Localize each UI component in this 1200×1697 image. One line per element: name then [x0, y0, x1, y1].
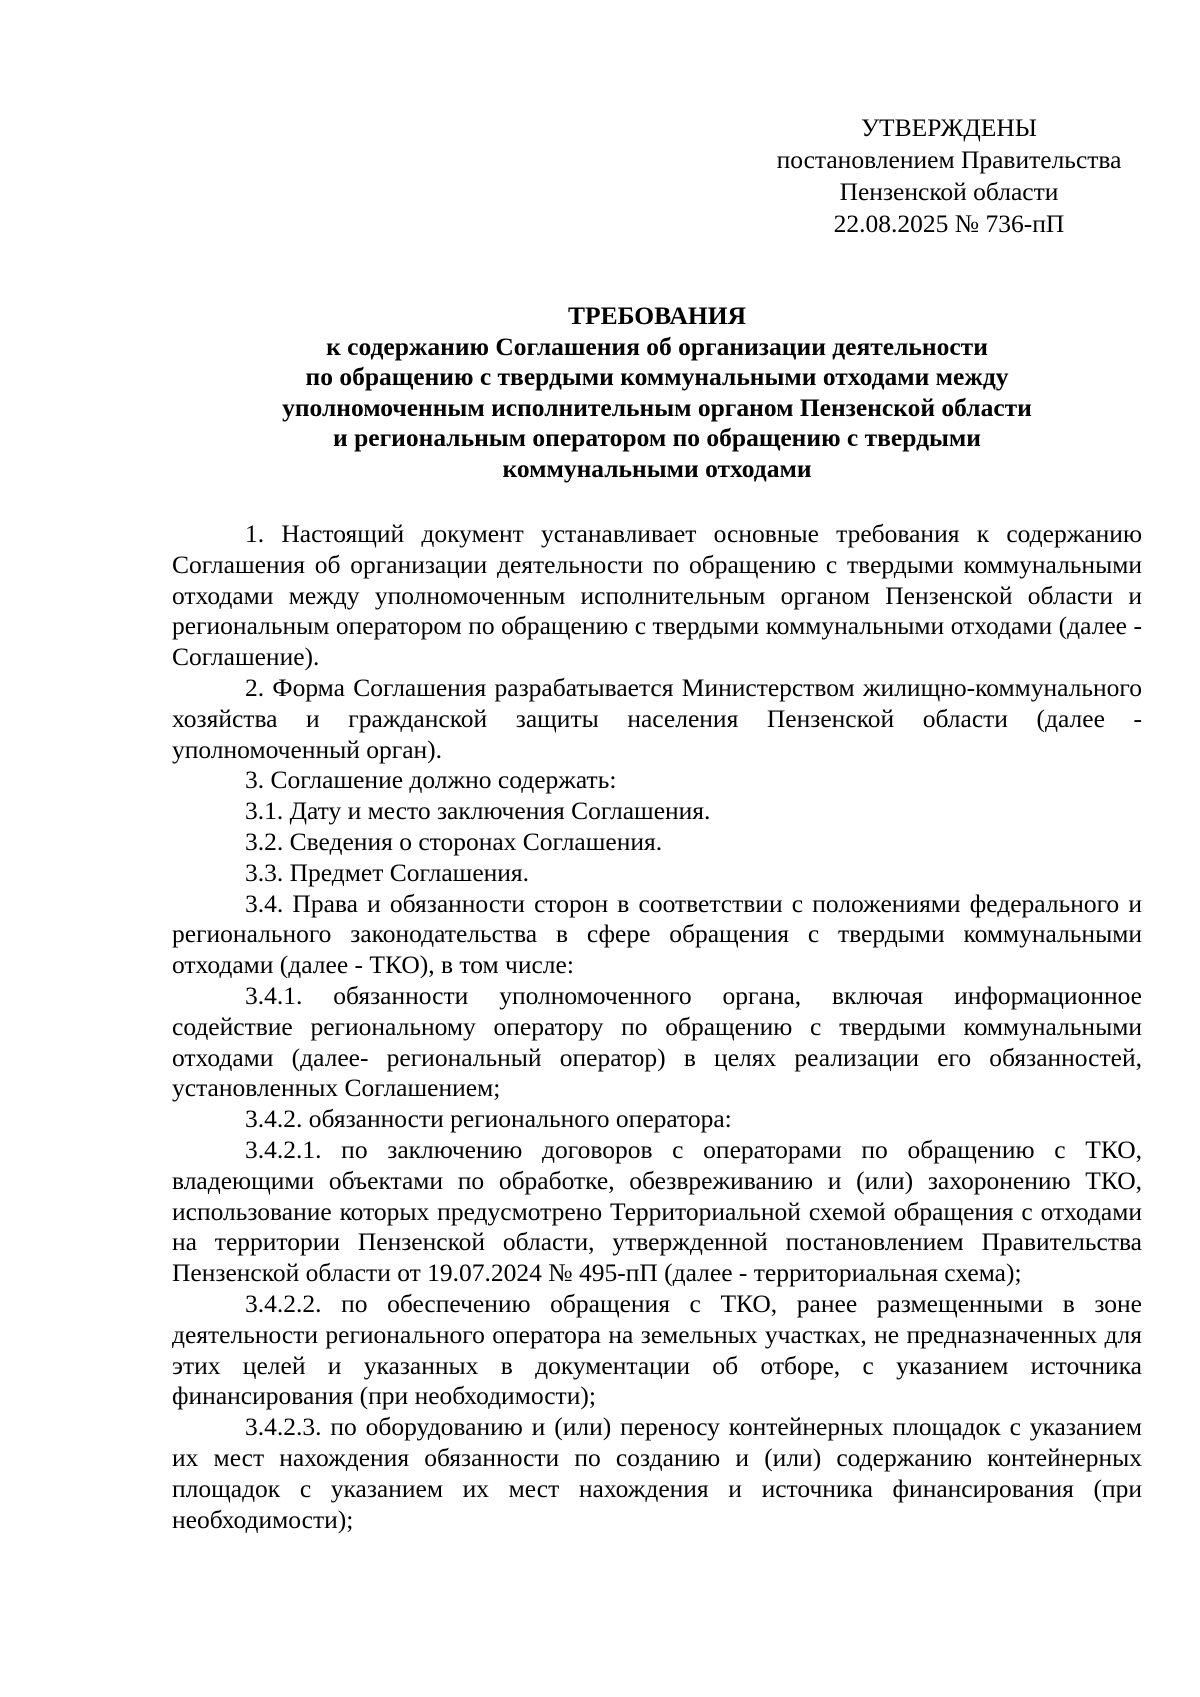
approval-decree-line: постановлением Правительства [776, 145, 1122, 174]
paragraph-1: 1. Настоящий документ устанавливает основные требования к содержанию Соглашения об организации деятельности по обращению с твердыми коммунальными отходами между уполномоченным исполнительным органом Пензенской области и региональным оператором по обращению с твердыми коммунальными отходами (далее - Соглашение). [172, 519, 1142, 672]
paragraph-3-4: 3.4. Права и обязанности сторон в соответствии с положениями федерального и регионального законодательства в сфере обращения с твердыми коммунальными отходами (далее - ТКО), в том числе: [172, 888, 1142, 980]
paragraph-3-4-2-3: 3.4.2.3. по оборудованию и (или) переносу контейнерных площадок с указанием их мест нахождения обязанности по созданию и (или) содержанию контейнерных площадок с указанием их мест нахождения и источника финансирования (при необходимости); [172, 1412, 1142, 1534]
paragraph-3-4-2: 3.4.2. обязанности регионального оператора: [245, 1104, 732, 1134]
approval-date-number: 22.08.2025 № 736-пП [833, 209, 1065, 238]
paragraph-3-4-2-1: 3.4.2.1. по заключению договоров с операторами по обращению с ТКО, владеющими объектами по обработке, обезвреживанию и (или) захоронению ТКО, использование которых предусмотрено Территориальной схемой обращения с отходами на территории Пензенской области, утвержденной постановлением Правительства Пензенской области от 19.07.2024 № 495-пП (далее - территориальная схема); [172, 1134, 1142, 1288]
document-title [172, 301, 1142, 484]
paragraph-3: 3. Соглашение должно содержать: [245, 765, 617, 795]
title-line-5: и региональным оператором по обращению с твердыми [333, 423, 981, 452]
document-body [172, 519, 1142, 1535]
title-line-3: по обращению с твердыми коммунальными отходами между [305, 362, 1009, 391]
approval-region-line: Пензенской области [839, 177, 1059, 206]
title-line-4: уполномоченным исполнительным органом Пензенской области [282, 392, 1032, 422]
title-line-2: к содержанию Соглашения об организации деятельности [326, 331, 988, 361]
title-line-6: коммунальными отходами [502, 453, 812, 483]
approval-heading: УТВЕРЖДЕНЫ [861, 113, 1037, 142]
approval-block [760, 112, 1138, 240]
paragraph-3-3: 3.3. Предмет Соглашения. [245, 857, 530, 887]
paragraph-3-2: 3.2. Сведения о сторонах Соглашения. [245, 826, 663, 856]
paragraph-3-4-1: 3.4.1. обязанности уполномоченного органа, включая информационное содействие региональному оператору по обращению с твердыми коммунальными отходами (далее- региональный оператор) в целях реализации его обязанностей, установленных Соглашением; [172, 980, 1142, 1103]
title-line-1: ТРЕБОВАНИЯ [567, 301, 746, 330]
paragraph-3-1: 3.1. Дату и место заключения Соглашения. [245, 796, 711, 826]
paragraph-2: 2. Форма Соглашения разрабатывается Министерством жилищно-коммунального хозяйства и гражданской защиты населения Пензенской области (далее - уполномоченный орган). [172, 672, 1142, 764]
paragraph-3-4-2-2: 3.4.2.2. по обеспечению обращения с ТКО, ранее размещенными в зоне деятельности регионального оператора на земельных участках, не предназначенных для этих целей и указанных в документации об отборе, с указанием источника финансирования (при необходимости); [172, 1288, 1142, 1411]
